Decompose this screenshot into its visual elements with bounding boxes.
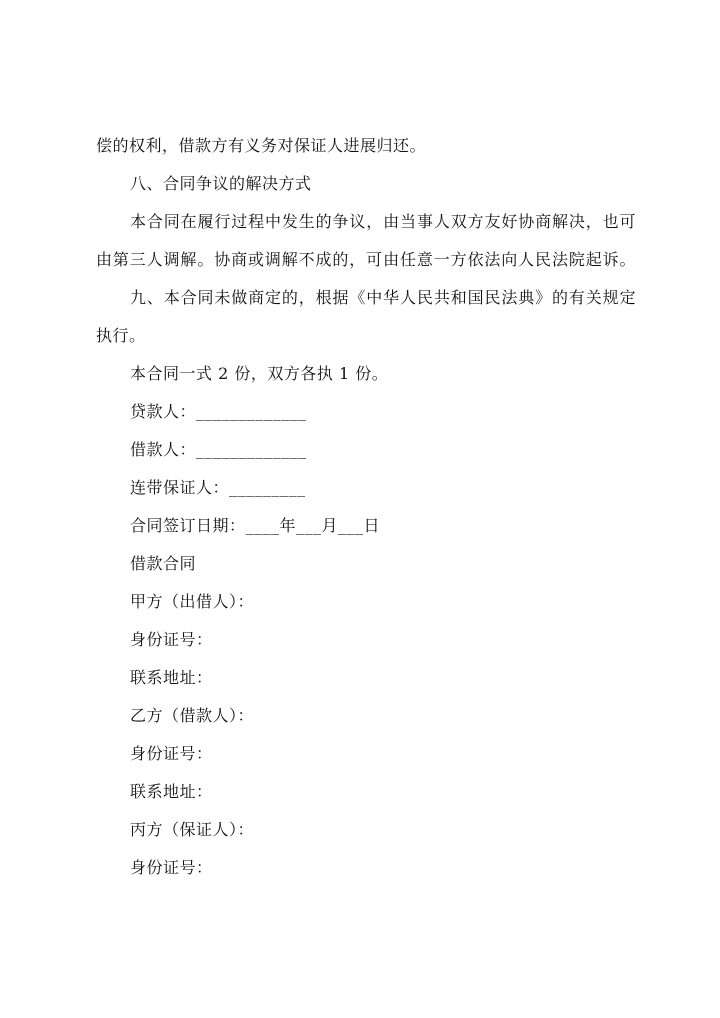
paragraph-article-nine-line-2: 执行。 xyxy=(96,326,146,345)
lender-signature-line: 贷款人：_____________ xyxy=(130,402,307,421)
section-heading-dispute-resolution: 八、合同争议的解决方式 xyxy=(130,174,312,193)
borrower-signature-line: 借款人：_____________ xyxy=(130,440,307,459)
paragraph-dispute-line-1: 本合同在履行过程中发生的争议，由当事人双方友好协商解决，也可 xyxy=(130,212,636,231)
party-b-address-label: 联系地址： xyxy=(130,782,213,801)
paragraph-dispute-line-2: 由第三人调解。协商或调解不成的，可由任意一方依法向人民法院起诉。 xyxy=(96,250,636,269)
party-b-id-number-label: 身份证号： xyxy=(130,744,213,763)
paragraph-article-nine-line-1: 九、本合同未做商定的，根据《中华人民共和国民法典》的有关规定 xyxy=(130,288,636,307)
party-a-address-label: 联系地址： xyxy=(130,668,213,687)
party-c-label: 丙方（保证人）： xyxy=(130,820,255,839)
paragraph-continuation: 偿的权利，借款方有义务对保证人进展归还。 xyxy=(96,136,427,155)
party-a-id-number-label: 身份证号： xyxy=(130,630,213,649)
party-c-id-number-label: 身份证号： xyxy=(130,858,213,877)
contract-title: 借款合同 xyxy=(130,554,197,573)
party-a-label: 甲方（出借人）： xyxy=(130,592,255,611)
signing-date-line: 合同签订日期：____年___月___日 xyxy=(130,516,381,535)
paragraph-copies: 本合同一式 2 份，双方各执 1 份。 xyxy=(130,364,389,383)
party-b-label: 乙方（借款人）： xyxy=(130,706,255,725)
guarantor-signature-line: 连带保证人：_________ xyxy=(130,478,306,497)
